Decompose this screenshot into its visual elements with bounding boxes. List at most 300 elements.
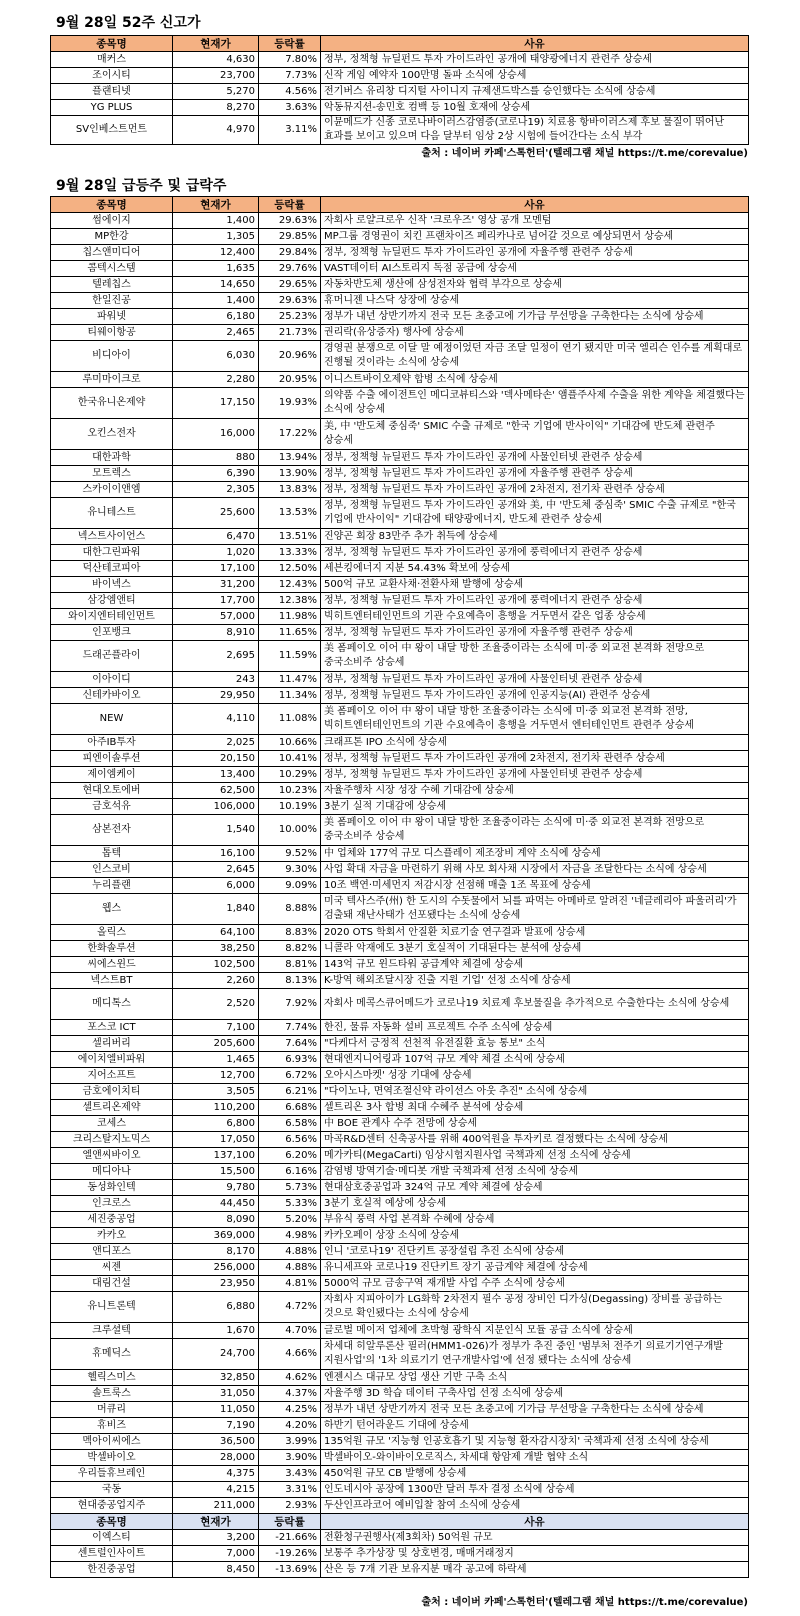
table-row — [51, 1386, 749, 1402]
change-cell: 13.53% — [259, 498, 321, 529]
table-row — [51, 815, 749, 846]
stock-name-cell: 바이넥스 — [51, 577, 173, 593]
stock-name-cell: 메디톡스 — [51, 989, 173, 1020]
stock-name-cell: 제이엠케이 — [51, 767, 173, 783]
change-cell: 10.00% — [259, 815, 321, 846]
table-row — [51, 688, 749, 704]
table-row — [51, 1466, 749, 1482]
price-cell: 7,100 — [173, 1020, 259, 1036]
reason-cell: 카카오페이 상장 소식에 상승세 — [321, 1228, 749, 1244]
change-cell: 20.96% — [259, 341, 321, 372]
stock-name-cell: 크리스탈지노믹스 — [51, 1132, 173, 1148]
price-cell: 31,050 — [173, 1386, 259, 1402]
change-cell: 5.73% — [259, 1180, 321, 1196]
stock-name-cell: MP한강 — [51, 229, 173, 245]
table-row — [51, 1148, 749, 1164]
price-cell: 23,950 — [173, 1276, 259, 1292]
change-cell: 7.92% — [259, 989, 321, 1020]
price-cell: 8,090 — [173, 1212, 259, 1228]
table-row — [51, 529, 749, 545]
table-row — [51, 1196, 749, 1212]
stock-name-cell: 비디아이 — [51, 341, 173, 372]
table-row — [51, 68, 749, 84]
reason-cell: 경영권 분쟁으로 이달 말 예정이었던 자금 조달 일정이 연기 됐지만 미국 엘리슨 인수를 계획대로 진행될 것이라는 소식에 상승세 — [321, 341, 749, 372]
table-row — [51, 1323, 749, 1339]
change-cell: 20.95% — [259, 372, 321, 388]
table-row — [51, 1434, 749, 1450]
stock-name-cell: 지어소프트 — [51, 1068, 173, 1084]
price-cell: 17,050 — [173, 1132, 259, 1148]
stock-name-cell: 한화솔루션 — [51, 941, 173, 957]
table-header-row — [51, 36, 749, 52]
price-cell: 1,305 — [173, 229, 259, 245]
reason-cell: 450억원 규모 CB 발행에 상승세 — [321, 1466, 749, 1482]
stock-name-cell: 앤디포스 — [51, 1244, 173, 1260]
reason-cell: MP그룹 경영권이 치킨 프랜차이즈 페리카나로 넘어갈 것으로 예상되면서 상승세 — [321, 229, 749, 245]
reason-cell: 악동뮤지션-송민호 컴백 등 10월 호재에 상승세 — [321, 100, 749, 116]
reason-cell: 산은 등 7개 기관 보유지분 매각 공고에 하락세 — [321, 1562, 749, 1578]
table-row — [51, 561, 749, 577]
table-row — [51, 767, 749, 783]
reason-cell: 자회사 로얄크로우 신작 '크로우즈' 영상 공개 모멘텀 — [321, 213, 749, 229]
reason-cell: 하반기 턴어라운드 기대에 상승세 — [321, 1418, 749, 1434]
reason-cell: K-방역 해외조달시장 진출 지원 기업' 선정 소식에 상승세 — [321, 973, 749, 989]
reason-cell: 사업 확대 자금을 마련하기 위해 사모 회사채 시장에서 자금을 조달한다는 소식에 상승세 — [321, 862, 749, 878]
header-change: 등락률 — [259, 36, 321, 52]
price-cell: 110,200 — [173, 1100, 259, 1116]
change-cell: 4.88% — [259, 1260, 321, 1276]
table-row — [51, 1100, 749, 1116]
table-row — [51, 1020, 749, 1036]
stock-name-cell: 썸에이지 — [51, 213, 173, 229]
price-cell: 369,000 — [173, 1228, 259, 1244]
reason-cell: 감염병 방역기술·메디봇 개발 국책과제 선정 소식에 상승세 — [321, 1164, 749, 1180]
stock-name-cell: 머큐리 — [51, 1402, 173, 1418]
change-cell: 13.90% — [259, 466, 321, 482]
reason-cell: 정부, 정책형 뉴딜펀드 투자 가이드라인 공개에 2차전지, 전기차 관련주 상승세 — [321, 482, 749, 498]
table-row — [51, 973, 749, 989]
table-row — [51, 1068, 749, 1084]
change-cell: 8.83% — [259, 925, 321, 941]
change-cell: 5.20% — [259, 1212, 321, 1228]
stock-name-cell: 플랜티넷 — [51, 84, 173, 100]
table-row — [51, 1276, 749, 1292]
table-row — [51, 466, 749, 482]
stock-name-cell: 에이치엘비파워 — [51, 1052, 173, 1068]
reason-cell: 정부, 정책형 뉴딜펀드 투자 가이드라인 공개에 인공지능(AI) 관련주 상승세 — [321, 688, 749, 704]
change-cell: -13.69% — [259, 1562, 321, 1578]
section1-source: 출처 : 네이버 카페'스톡헌터'(텔레그램 채널 https://t.me/corevalue) — [421, 148, 748, 159]
stock-name-cell: 삼강엠앤티 — [51, 593, 173, 609]
price-cell: 2,025 — [173, 735, 259, 751]
table-row — [51, 1228, 749, 1244]
price-cell: 1,635 — [173, 261, 259, 277]
table-row — [51, 116, 749, 145]
mover-table — [50, 196, 749, 1578]
new-high-rows — [51, 52, 749, 145]
reason-cell: 정부, 정책형 뉴딜펀드 투자 가이드라인 공개에 사물인터넷 관련주 상승세 — [321, 767, 749, 783]
change-cell: 6.21% — [259, 1084, 321, 1100]
price-cell: 137,100 — [173, 1148, 259, 1164]
rise-rows — [51, 213, 749, 1514]
price-cell: 62,500 — [173, 783, 259, 799]
reason-cell: 박셀바이오-와이바이오로직스, 차세대 항암제 개발 협약 소식 — [321, 1450, 749, 1466]
reason-cell: 니콜라 악재에도 3분기 호실적이 기대된다는 분석에 상승세 — [321, 941, 749, 957]
change-cell: 9.52% — [259, 846, 321, 862]
table-row — [51, 1546, 749, 1562]
table-row — [51, 672, 749, 688]
reason-cell: 이니스트바이오제약 합병 소식에 상승세 — [321, 372, 749, 388]
table-row — [51, 1450, 749, 1466]
header-name: 종목명 — [51, 1514, 173, 1530]
stock-name-cell: 피엔이솔루션 — [51, 751, 173, 767]
price-cell: 6,390 — [173, 466, 259, 482]
stock-name-cell: 신테카바이오 — [51, 688, 173, 704]
price-cell: 14,650 — [173, 277, 259, 293]
section2-source: 출처 : 네이버 카페'스톡헌터'(텔레그램 채널 https://t.me/corevalue) — [421, 1597, 748, 1608]
price-cell: 1,465 — [173, 1052, 259, 1068]
table-row — [51, 783, 749, 799]
reason-cell: 자회사 지피아이가 LG화학 2차전지 필수 공정 장비인 디가싱(Degassing) 장비를 공급하는 것으로 확인됐다는 소식에 상승세 — [321, 1292, 749, 1323]
stock-name-cell: 누리플랜 — [51, 878, 173, 894]
reason-cell: 인니 '코로나19' 진단키트 공장설립 추진 소식에 상승세 — [321, 1244, 749, 1260]
table-row — [51, 751, 749, 767]
table-row — [51, 641, 749, 672]
price-cell: 3,200 — [173, 1530, 259, 1546]
reason-cell: 자회사 메콕스큐어메드가 코로나19 치료제 후보물질을 추가적으로 수출한다는 소식에 상승세 — [321, 989, 749, 1020]
stock-name-cell: 매커스 — [51, 52, 173, 68]
price-cell: 6,800 — [173, 1116, 259, 1132]
price-cell: 6,470 — [173, 529, 259, 545]
table-row — [51, 450, 749, 466]
stock-name-cell: 인크로스 — [51, 1196, 173, 1212]
price-cell: 13,400 — [173, 767, 259, 783]
change-cell: 13.51% — [259, 529, 321, 545]
header-price: 현재가 — [173, 1514, 259, 1530]
price-cell: 205,600 — [173, 1036, 259, 1052]
price-cell: 8,170 — [173, 1244, 259, 1260]
stock-name-cell: NEW — [51, 704, 173, 735]
stock-name-cell: 카카오 — [51, 1228, 173, 1244]
table-row — [51, 498, 749, 529]
reason-cell: 두산인프라코어 예비입찰 참여 소식에 상승세 — [321, 1498, 749, 1514]
price-cell: 57,000 — [173, 609, 259, 625]
reason-cell: 유니세프와 코로나19 진단키트 장기 공급계약 체결에 상승세 — [321, 1260, 749, 1276]
price-cell: 2,260 — [173, 973, 259, 989]
stock-name-cell: 멕아이씨에스 — [51, 1434, 173, 1450]
table-row — [51, 1116, 749, 1132]
stock-name-cell: 넥스트BT — [51, 973, 173, 989]
section2-title: 9월 28일 급등주 및 급락주 — [56, 178, 227, 194]
reason-cell: 5000억 규모 금송구역 재개발 사업 수주 소식에 상승세 — [321, 1276, 749, 1292]
reason-cell: 이뮨메드가 신종 코로나바이러스감염증(코로나19) 치료용 항바이러스제 후보 물질이 뛰어난 효과를 보이고 있으며 다음 달부터 임상 2상 시험에 들어간다는 소식 부각 — [321, 116, 749, 145]
table-row — [51, 388, 749, 419]
reason-cell: 미국 텍사스주(州) 한 도시의 수돗물에서 뇌를 파먹는 아메바로 알려진 '네글레리아 파울러리'가 검출돼 재난사태가 선포됐다는 소식에 상승세 — [321, 894, 749, 925]
change-cell: 10.19% — [259, 799, 321, 815]
table-row — [51, 704, 749, 735]
table-row — [51, 957, 749, 973]
change-cell: 7.80% — [259, 52, 321, 68]
change-cell: 13.94% — [259, 450, 321, 466]
header-price: 현재가 — [173, 36, 259, 52]
stock-name-cell: 인포뱅크 — [51, 625, 173, 641]
table-row — [51, 1339, 749, 1370]
stock-name-cell: 국동 — [51, 1482, 173, 1498]
stock-name-cell: 유니트론텍 — [51, 1292, 173, 1323]
reason-cell: "다이노나, 면역조절신약 라이선스 아웃 추진" 소식에 상승세 — [321, 1084, 749, 1100]
stock-name-cell: 대한그린파워 — [51, 545, 173, 561]
table-row — [51, 625, 749, 641]
header-price: 현재가 — [173, 197, 259, 213]
reason-cell: 정부, 정책형 뉴딜펀드 투자 가이드라인 공개에 자율주행 관련주 상승세 — [321, 625, 749, 641]
price-cell: 243 — [173, 672, 259, 688]
reason-cell: 진양곤 회장 83만주 추가 취득에 상승세 — [321, 529, 749, 545]
change-cell: 4.88% — [259, 1244, 321, 1260]
stock-name-cell: 모트렉스 — [51, 466, 173, 482]
price-cell: 25,600 — [173, 498, 259, 529]
table-row — [51, 1418, 749, 1434]
price-cell: 6,000 — [173, 878, 259, 894]
price-cell: 31,200 — [173, 577, 259, 593]
table-row — [51, 419, 749, 450]
price-cell: 4,215 — [173, 1482, 259, 1498]
price-cell: 1,670 — [173, 1323, 259, 1339]
header-reason: 사유 — [321, 36, 749, 52]
reason-cell: 정부, 정책형 뉴딜펀드 투자 가이드라인 공개에 사물인터넷 관련주 상승세 — [321, 450, 749, 466]
change-cell: 3.99% — [259, 1434, 321, 1450]
price-cell: 23,700 — [173, 68, 259, 84]
change-cell: 4.56% — [259, 84, 321, 100]
header-reason: 사유 — [321, 197, 749, 213]
stock-name-cell: 티웨이항공 — [51, 325, 173, 341]
price-cell: 2,280 — [173, 372, 259, 388]
price-cell: 38,250 — [173, 941, 259, 957]
change-cell: 4.20% — [259, 1418, 321, 1434]
stock-name-cell: 올릭스 — [51, 925, 173, 941]
price-cell: 7,190 — [173, 1418, 259, 1434]
reason-cell: 빅히트엔터테인먼트의 기관 수요예측이 흥행을 거두면서 같은 업종 상승세 — [321, 609, 749, 625]
stock-name-cell: 센트럴인사이트 — [51, 1546, 173, 1562]
header-reason: 사유 — [321, 1514, 749, 1530]
reason-cell: 500억 규모 교환사채·전환사채 발행에 상승세 — [321, 577, 749, 593]
table-row — [51, 878, 749, 894]
price-cell: 1,400 — [173, 293, 259, 309]
table-row — [51, 609, 749, 625]
stock-name-cell: 이엑스티 — [51, 1530, 173, 1546]
change-cell: 8.88% — [259, 894, 321, 925]
reason-cell: 中 업체와 177억 규모 디스플레이 제조장비 계약 소식에 상승세 — [321, 846, 749, 862]
stock-name-cell: 세진중공업 — [51, 1212, 173, 1228]
table-row — [51, 1260, 749, 1276]
stock-name-cell: 넥스트사이언스 — [51, 529, 173, 545]
reason-cell: 정부, 정책형 뉴딜펀드 투자 가이드라인 공개에 자율주행 관련주 상승세 — [321, 245, 749, 261]
change-cell: 11.47% — [259, 672, 321, 688]
change-cell: 4.37% — [259, 1386, 321, 1402]
stock-name-cell: 휴메딕스 — [51, 1339, 173, 1370]
price-cell: 20,150 — [173, 751, 259, 767]
reason-cell: 美, 中 '반도체 중심죽' SMIC 수출 규제로 "한국 기업에 반사이익" 기대감에 반도체 관련주 상승세 — [321, 419, 749, 450]
price-cell: 24,700 — [173, 1339, 259, 1370]
change-cell: 19.93% — [259, 388, 321, 419]
price-cell: 6,880 — [173, 1292, 259, 1323]
change-cell: 25.23% — [259, 309, 321, 325]
change-cell: 12.38% — [259, 593, 321, 609]
price-cell: 256,000 — [173, 1260, 259, 1276]
reason-cell: 10조 백연·미세먼지 저감시장 선점해 매출 1조 목표에 상승세 — [321, 878, 749, 894]
table-row — [51, 261, 749, 277]
stock-name-cell: 텔레칩스 — [51, 277, 173, 293]
reason-cell: 크래프톤 IPO 소식에 상승세 — [321, 735, 749, 751]
stock-name-cell: 와이지엔터테인먼트 — [51, 609, 173, 625]
stock-name-cell: 우리들휴브레인 — [51, 1466, 173, 1482]
table-row — [51, 1180, 749, 1196]
change-cell: 10.66% — [259, 735, 321, 751]
stock-name-cell: SV인베스트먼트 — [51, 116, 173, 145]
reason-cell: 143억 규모 윈드타워 공급계약 체결에 상승세 — [321, 957, 749, 973]
stock-name-cell: 파워넷 — [51, 309, 173, 325]
change-cell: 8.81% — [259, 957, 321, 973]
reason-cell: 135억원 규모 '지능형 인공호흡기 및 지능형 환자감시장치' 국책과제 선정 소식에 상승세 — [321, 1434, 749, 1450]
price-cell: 4,110 — [173, 704, 259, 735]
change-cell: 12.43% — [259, 577, 321, 593]
change-cell: 6.72% — [259, 1068, 321, 1084]
price-cell: 3,505 — [173, 1084, 259, 1100]
reason-cell: 메가카티(MegaCarti) 임상시험지원사업 국책과제 선정 소식에 상승세 — [321, 1148, 749, 1164]
reason-cell: 정부가 내년 상반기까지 전국 모든 초중고에 기가급 무선망을 구축한다는 소식에 상승세 — [321, 309, 749, 325]
change-cell: 13.33% — [259, 545, 321, 561]
stock-name-cell: 웹스 — [51, 894, 173, 925]
change-cell: 13.83% — [259, 482, 321, 498]
table-row — [51, 213, 749, 229]
stock-name-cell: 동성화인텍 — [51, 1180, 173, 1196]
stock-name-cell: 인스코비 — [51, 862, 173, 878]
change-cell: 4.25% — [259, 1402, 321, 1418]
price-cell: 16,000 — [173, 419, 259, 450]
table-row — [51, 1482, 749, 1498]
price-cell: 36,500 — [173, 1434, 259, 1450]
reason-cell: 엔젠시스 대규모 상업 생산 기반 구축 소식 — [321, 1370, 749, 1386]
price-cell: 211,000 — [173, 1498, 259, 1514]
table-row — [51, 372, 749, 388]
stock-name-cell: 덕산테코피아 — [51, 561, 173, 577]
reason-cell: 美 폼페이오 이어 中 왕이 내달 방한 조율중이라는 소식에 미·중 외교전 본격화 전망으로 중국소비주 상승세 — [321, 815, 749, 846]
price-cell: 17,700 — [173, 593, 259, 609]
change-cell: 6.93% — [259, 1052, 321, 1068]
price-cell: 11,050 — [173, 1402, 259, 1418]
reason-cell: 3분기 호실적 예상에 상승세 — [321, 1196, 749, 1212]
change-cell: 12.50% — [259, 561, 321, 577]
table-row — [51, 735, 749, 751]
price-cell: 1,400 — [173, 213, 259, 229]
reason-cell: 자율주행차 시장 성장 수혜 기대감에 상승세 — [321, 783, 749, 799]
price-cell: 5,270 — [173, 84, 259, 100]
reason-cell: 정부, 정책형 뉴딜펀드 투자 가이드라인 공개에 풍력에너지 관련주 상승세 — [321, 593, 749, 609]
reason-cell: 마곡R&D센터 신축공사를 위해 400억원을 투자키로 결정했다는 소식에 상승세 — [321, 1132, 749, 1148]
stock-name-cell: 대림건설 — [51, 1276, 173, 1292]
table-row — [51, 341, 749, 372]
reason-cell: 차세대 히알루론산 필러(HMM1-026)가 정부가 추진 중인 '범부처 전주기 의료기기연구개발 지원사업'의 '1차 의료기기 연구개발사업'에 선정 됐다는 소식에 상승세 — [321, 1339, 749, 1370]
change-cell: 7.64% — [259, 1036, 321, 1052]
stock-name-cell: 대한과학 — [51, 450, 173, 466]
table-row — [51, 989, 749, 1020]
price-cell: 15,500 — [173, 1164, 259, 1180]
table-row — [51, 482, 749, 498]
stock-name-cell: 금호에이치티 — [51, 1084, 173, 1100]
change-cell: 4.81% — [259, 1276, 321, 1292]
section1-title: 9월 28일 52주 신고가 — [56, 15, 201, 31]
change-cell: 5.33% — [259, 1196, 321, 1212]
change-cell: 6.58% — [259, 1116, 321, 1132]
change-cell: 11.65% — [259, 625, 321, 641]
stock-name-cell: 엘앤씨바이오 — [51, 1148, 173, 1164]
reason-cell: 글로벌 메이저 업체에 초박형 광학식 지문인식 모듈 공급 소식에 상승세 — [321, 1323, 749, 1339]
reason-cell: 신작 게임 예약자 100만명 돌파 소식에 상승세 — [321, 68, 749, 84]
stock-name-cell: 현대중공업지주 — [51, 1498, 173, 1514]
header-change: 등락률 — [259, 197, 321, 213]
table-row — [51, 577, 749, 593]
change-cell: 4.72% — [259, 1292, 321, 1323]
stock-name-cell: 크루셜텍 — [51, 1323, 173, 1339]
reason-cell: 정부, 정책형 뉴딜펀드 투자 가이드라인 공개에 사물인터넷 관련주 상승세 — [321, 672, 749, 688]
reason-cell: 현대엔지니어링과 107억 규모 계약 체결 소식에 상승세 — [321, 1052, 749, 1068]
price-cell: 29,950 — [173, 688, 259, 704]
stock-name-cell: 씨젠 — [51, 1260, 173, 1276]
price-cell: 12,400 — [173, 245, 259, 261]
change-cell: 8.13% — [259, 973, 321, 989]
reason-cell: 전환청구권행사(제3회차) 50억원 규모 — [321, 1530, 749, 1546]
stock-name-cell: 톱텍 — [51, 846, 173, 862]
reason-cell: 정부, 정책형 뉴딜펀드 투자 가이드라인 공개에 풍력에너지 관련주 상승세 — [321, 545, 749, 561]
table-row — [51, 1132, 749, 1148]
table-row — [51, 1562, 749, 1578]
stock-name-cell: 유니테스트 — [51, 498, 173, 529]
table-row — [51, 894, 749, 925]
table-row — [51, 545, 749, 561]
price-cell: 44,450 — [173, 1196, 259, 1212]
reason-cell: 정부, 정책형 뉴딜펀드 투자 가이드라인 공개와 美, 中 '반도체 중심죽' SMIC 수출 규제로 "한국 기업에 반사이익" 기대감에 태양광에너지, 반도체 관련주 상승세 — [321, 498, 749, 529]
change-cell: 3.31% — [259, 1482, 321, 1498]
table-row — [51, 325, 749, 341]
table-row — [51, 309, 749, 325]
change-cell: 29.76% — [259, 261, 321, 277]
stock-name-cell: 루미마이크로 — [51, 372, 173, 388]
table-row — [51, 941, 749, 957]
reason-cell: VAST데이터 AI스토리지 독점 공급에 상승세 — [321, 261, 749, 277]
table-row — [51, 799, 749, 815]
price-cell: 1,540 — [173, 815, 259, 846]
reason-cell: 정부, 정책형 뉴딜펀드 투자 가이드라인 공개에 태양광에너지 관련주 상승세 — [321, 52, 749, 68]
change-cell: 11.59% — [259, 641, 321, 672]
price-cell: 102,500 — [173, 957, 259, 973]
stock-name-cell: YG PLUS — [51, 100, 173, 116]
table-row — [51, 1498, 749, 1514]
change-cell: 10.23% — [259, 783, 321, 799]
reason-cell: 전기버스 유리창 디지털 사이니지 규제샌드박스를 승인했다는 소식에 상승세 — [321, 84, 749, 100]
price-cell: 8,450 — [173, 1562, 259, 1578]
reason-cell: 셀트리온 3사 합병 최대 수혜주 분석에 상승세 — [321, 1100, 749, 1116]
table-row — [51, 293, 749, 309]
table-row — [51, 229, 749, 245]
stock-name-cell: 박셀바이오 — [51, 1450, 173, 1466]
table-row — [51, 100, 749, 116]
price-cell: 7,000 — [173, 1546, 259, 1562]
table-row — [51, 1530, 749, 1546]
stock-name-cell: 금호석유 — [51, 799, 173, 815]
new-high-table — [50, 35, 749, 145]
table-row — [51, 1036, 749, 1052]
change-cell: 9.30% — [259, 862, 321, 878]
price-cell: 2,520 — [173, 989, 259, 1020]
